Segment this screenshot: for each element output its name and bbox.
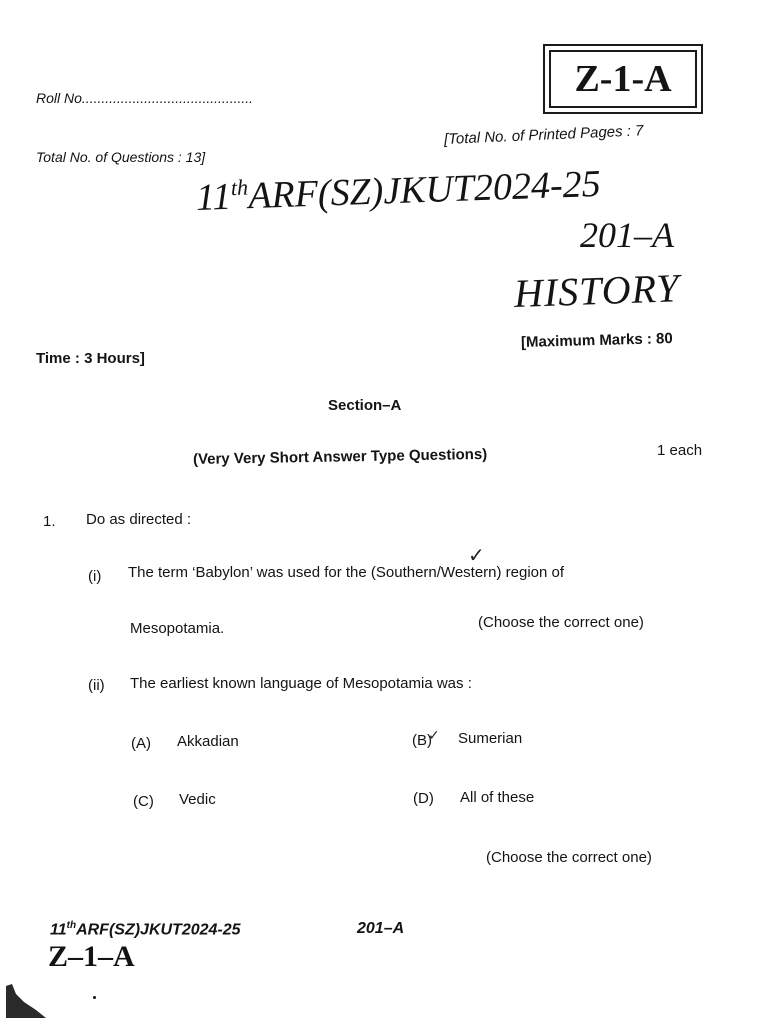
exam-code-sup: th (230, 174, 249, 201)
exam-time: Time : 3 Hours] (36, 350, 145, 367)
exam-code-rest: ARF(SZ)JKUT2024-25 (247, 162, 602, 218)
option-a-label: (A) (131, 735, 151, 752)
scan-dot (93, 996, 96, 999)
exam-code-prefix: 11 (195, 175, 232, 219)
check-mark-icon: ✓ (468, 543, 485, 567)
total-printed-pages: [Total No. of Printed Pages : 7 (443, 122, 644, 148)
footer-exam-code (50, 920, 241, 939)
part-ii-label: (ii) (88, 677, 105, 694)
footer-exam-rest: ARF(SZ)JKUT2024-25 (76, 921, 241, 939)
tick-mark-icon: ✓ (428, 728, 440, 744)
section-marks: 1 each (657, 442, 703, 459)
exam-code-title (195, 162, 601, 220)
total-questions: Total No. of Questions : 13] (36, 149, 206, 165)
option-b-label: (B) (412, 732, 432, 749)
question-number: 1. (43, 513, 56, 530)
part-i-text-line2: Mesopotamia. (130, 620, 225, 637)
part-ii-hint: (Choose the correct one) (486, 849, 652, 866)
section-heading: Section–A (328, 397, 402, 414)
scan-shadow-mark (6, 980, 46, 1018)
paper-code-box (543, 44, 703, 114)
option-b-text: Sumerian (458, 730, 523, 747)
section-type: (Very Very Short Answer Type Questions) (192, 445, 488, 468)
part-ii-text: The earliest known language of Mesopotamia was : (130, 675, 472, 692)
footer-exam-sup: th (66, 920, 77, 931)
option-a-text: Akkadian (177, 733, 239, 750)
maximum-marks: [Maximum Marks : 80 (520, 330, 673, 351)
footer-exam-prefix: 11 (50, 921, 67, 939)
part-i-hint: (Choose the correct one) (478, 614, 644, 631)
paper-code-label: Z-1-A (549, 50, 697, 108)
paper-number: 201–A (580, 215, 674, 255)
option-c-text: Vedic (179, 791, 216, 808)
option-d-text: All of these (460, 789, 535, 806)
part-i-text-line1: The term ‘Babylon’ was used for the (Southern/Western) region of (128, 564, 565, 581)
footer-code: Z–1–A (48, 940, 135, 973)
option-c-label: (C) (133, 793, 154, 810)
footer-paper-number: 201–A (357, 920, 405, 937)
roll-number-field: Roll No............................................ (36, 90, 254, 106)
option-d-label: (D) (413, 790, 434, 807)
question-instruction: Do as directed : (86, 511, 192, 528)
part-i-label: (i) (88, 568, 102, 585)
subject-title: HISTORY (513, 265, 681, 316)
